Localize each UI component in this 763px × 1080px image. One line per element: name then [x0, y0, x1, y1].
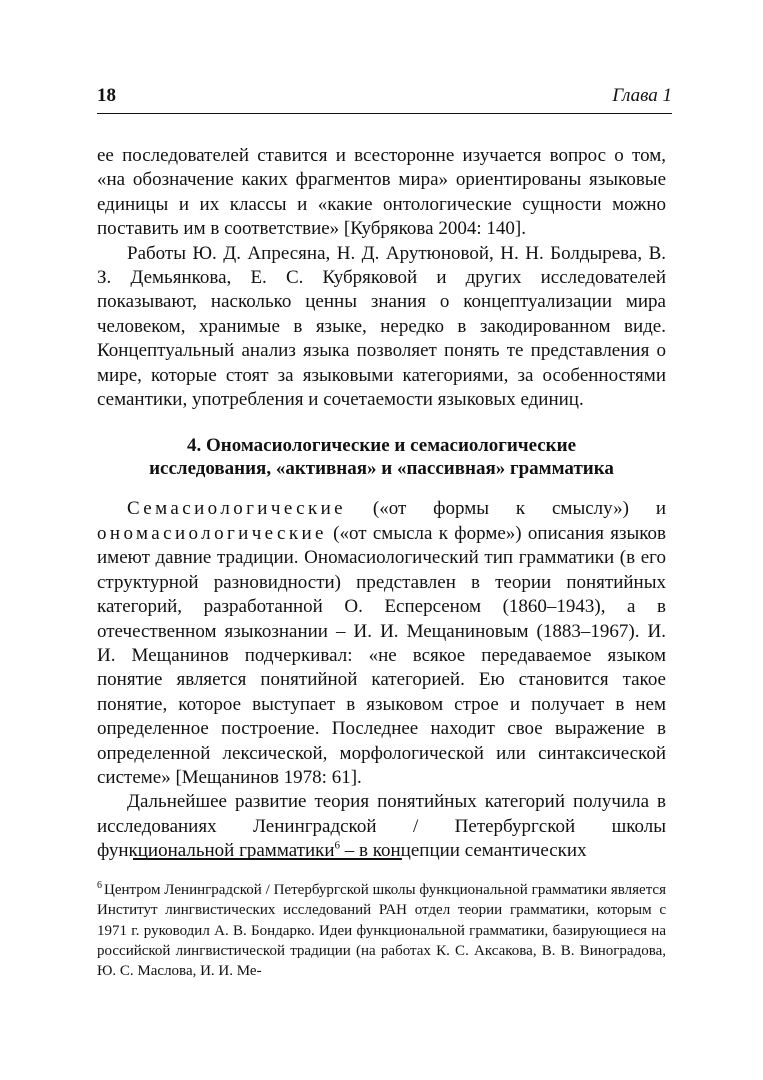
chapter-title: Глава 1: [612, 85, 672, 106]
footnote-reference[interactable]: 6: [334, 839, 341, 852]
text-run: Дальнейшее развитие теория понятийных категорий получила в исследованиях Ленинградской / Петербургской школы функциональной грамматики: [97, 791, 666, 862]
spaced-term: Семасиологические: [127, 498, 346, 520]
section-heading-line: исследования, «активная» и «пассивная» грамматика: [149, 458, 614, 480]
running-head: [97, 84, 672, 114]
body-text: [97, 144, 666, 864]
section-heading: [97, 434, 666, 480]
footnote: [97, 880, 666, 981]
paragraph: [97, 497, 666, 790]
text-run: – в концепции семантических: [340, 840, 587, 862]
page: [97, 84, 672, 864]
paragraph-continued: ее последователей ставится и всесторонне изучается вопрос о том, «на обозначение каких фрагментов мира» ориентированы языковые единицы и их классы и «какие онтологические сущности можно поставить им в соответствие» [Кубрякова 2004: 140].: [97, 145, 666, 240]
paragraph: [97, 790, 666, 863]
footnote-divider: [133, 858, 402, 860]
section-heading-line: 4. Ономасиологические и семасиологические: [186, 435, 577, 457]
text-run: («от формы к смыслу») и: [346, 498, 666, 520]
paragraph: Работы Ю. Д. Апресяна, Н. Д. Арутюновой, Н. Н. Болдырева, В. З. Демьянкова, Е. С. Кубряковой и других исследователей показывают, насколько ценны знания о концептуализации мира человеком, хранимые в языке, нередко в закодированном виде. Концептуальный анализ языка позволяет понять те представления о мире, которые стоят за языковыми категориями, за особенностями семантики, употребления и сочетаемости языковых единиц.: [97, 242, 666, 411]
spaced-term: ономасиологические: [97, 522, 327, 544]
footnote-marker: 6: [97, 880, 102, 891]
footnote-text: Центром Ленинградской / Петербургской школы функциональной грамматики является Институт лингвистических исследований РАН отдел теории грамматики, которым с 1971 г. руководил А. В. Бондарко. Идеи функциональной грамматики, базирующиеся на российской лингвистической традиции (на работах К. С. Аксакова, В. В. Виноградова, Ю. С. Маслова, И. И. Ме-: [97, 882, 666, 980]
page-number: 18: [97, 85, 116, 106]
footnotes: [97, 880, 666, 981]
text-run: («от смысла к форме») описания языков имеют давние традиции. Ономасиологический тип грамматики (в его структурной разновидности) представлен в теории понятийных категорий, разработанной О. Есперсеном (1860–1943), а в отечественном языкознании – И. И. Мещаниновым (1883–1967). И. И. Мещанинов подчеркивал: «не всякое передаваемое языком понятие является понятийной категорией. Ею становится такое понятие, которое выступает в языковом строе и получает в нем определенное построение. Последнее находит свое выражение в определенной лексической, морфологической или синтаксической системе» [Мещанинов 1978: 61].: [97, 522, 666, 788]
